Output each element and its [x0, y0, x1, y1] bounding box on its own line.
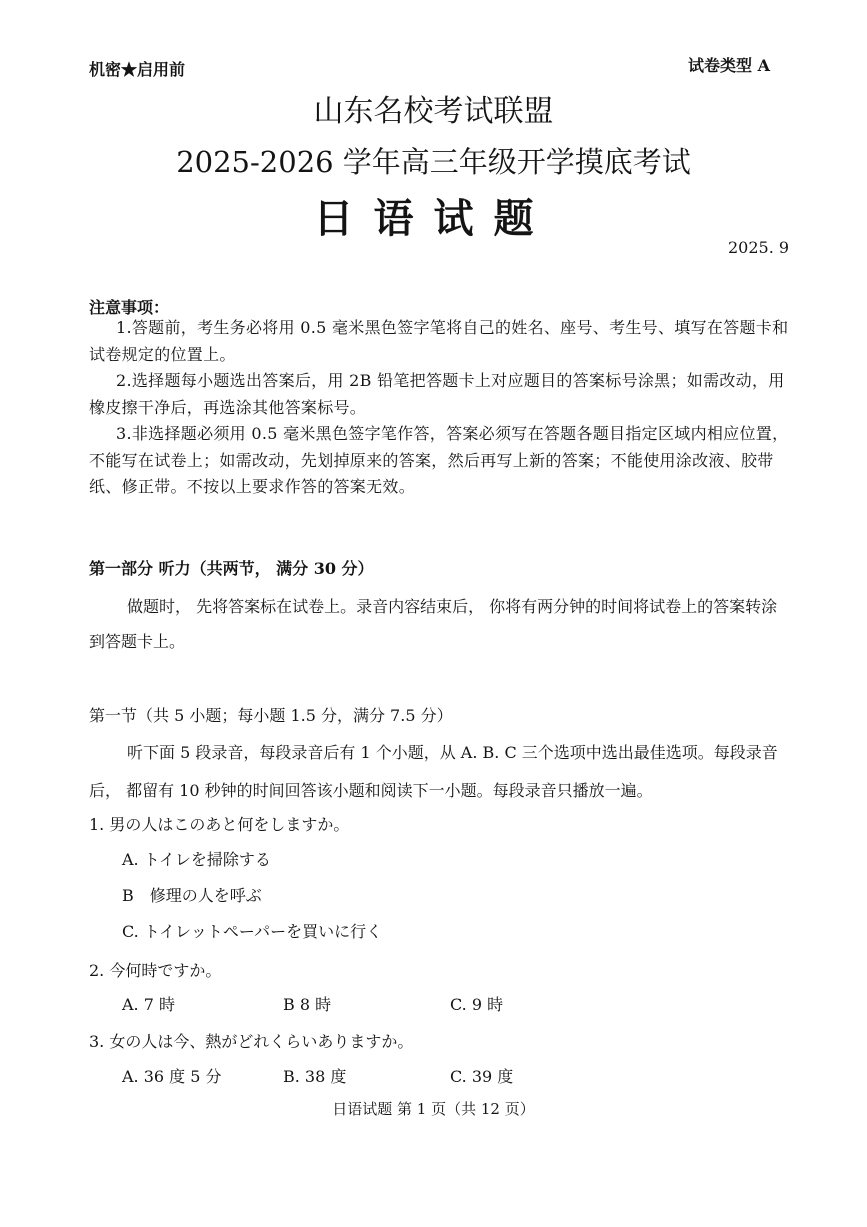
question-option: A. 36 度 5 分	[122, 1067, 222, 1086]
question-option: A. トイレを掃除する	[122, 850, 271, 869]
paper-type-label: 试卷类型 A	[688, 56, 770, 75]
question-option: C. 39 度	[450, 1067, 514, 1086]
notes-heading: 注意事项：	[89, 298, 170, 317]
question-option: B 修理の人を呼ぶ	[122, 886, 262, 905]
section1-description: 听下面 5 段录音，每段录音后有 1 个小题，从 A. B. C 三个选项中选出最佳选项。每段录音后， 都留有 10 秒钟的时间回答该小题和阅读下一小题。每段录音只播放一遍。	[89, 743, 778, 800]
part1-description: 做题时， 先将答案标在试卷上。录音内容结束后， 你将有两分钟的时间将试卷上的答案转涂到答题卡上。	[89, 597, 778, 651]
page-footer: 日语试题 第 1 页（共 12 页）	[332, 1100, 535, 1118]
question-stem: 1. 男の人はこのあと何をしますか。	[89, 815, 350, 834]
part1-heading: 第一部分 听力（共两节， 满分 30 分）	[89, 559, 374, 578]
org-title: 山东名校考试联盟	[313, 94, 554, 129]
question-option: C. トイレットペーパーを買いに行く	[122, 922, 383, 941]
question-option: B 8 時	[283, 995, 332, 1014]
exam-title: 2025-2026 学年高三年级开学摸底考试	[176, 145, 691, 179]
note-item: 1.答题前，考生务必将用 0.5 毫米黑色签字笔将自己的姓名、座号、考生号、填写在答题卡和试卷规定的位置上。	[89, 318, 789, 364]
exam-date: 2025. 9	[728, 238, 790, 257]
note-item: 2.选择题每小题选出答案后，用 2B 铅笔把答题卡上对应题目的答案标号涂黑；如需改动，用橡皮擦干净后，再选涂其他答案标号。	[89, 371, 785, 417]
section1-heading: 第一节（共 5 小题；每小题 1.5 分，满分 7.5 分）	[89, 706, 453, 725]
note-item: 3.非选择题必须用 0.5 毫米黑色签字笔作答，答案必须写在答题各题目指定区域内相应位置，不能写在试卷上；如需改动，先划掉原来的答案，然后再写上新的答案；不能使用涂改液、胶带纸、修正带。不按以上要求作答的答案无效。	[89, 424, 789, 496]
question-option: C. 9 時	[450, 995, 504, 1014]
question-option: B. 38 度	[283, 1067, 347, 1086]
subject-title: 日语试题	[313, 195, 554, 242]
question-stem: 3. 女の人は今、熱がどれくらいありますか。	[89, 1032, 414, 1051]
question-stem: 2. 今何時ですか。	[89, 961, 222, 980]
question-option: A. 7 時	[122, 995, 175, 1014]
confidential-label: 机密★启用前	[89, 60, 186, 79]
